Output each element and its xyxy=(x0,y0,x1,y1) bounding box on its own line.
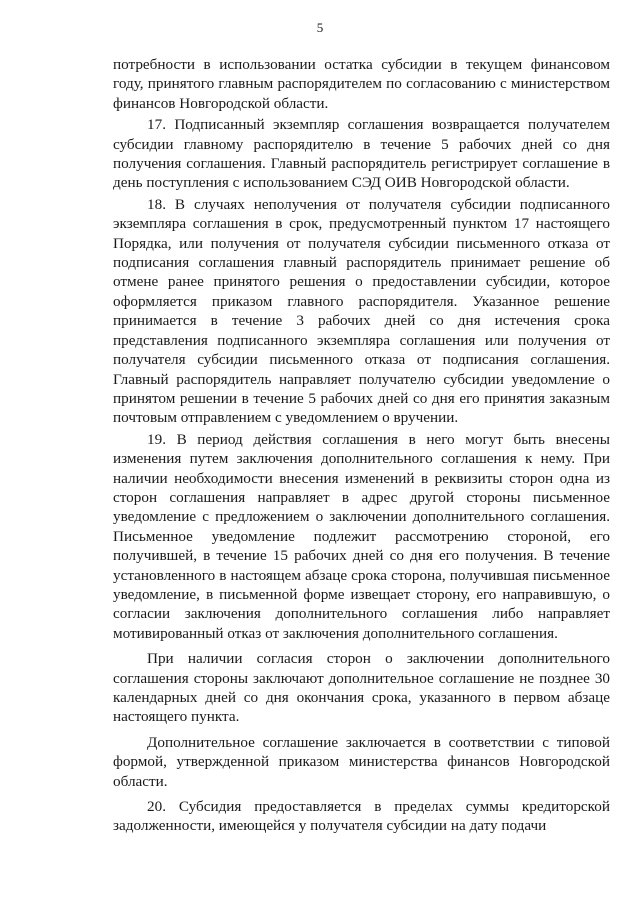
paragraph-item-20: 20. Субсидия предоставляется в пределах суммы кредиторской задолженности, имеющейся у получателя субсидии на дату подачи xyxy=(113,798,610,835)
paragraph-item-19-form: Дополнительное соглашение заключается в соответствии с типовой формой, утвержденной приказом министерства финансов Новгородской области. xyxy=(113,733,610,790)
paragraph-continuation: потребности в использовании остатка субсидии в текущем финансовом году, принятого главным распорядителем по согласованию с министерством финансов Новгородской области. xyxy=(113,56,610,112)
paragraph-item-19: 19. В период действия соглашения в него могут быть внесены изменения путем заключения дополнительного соглашения к нему. При наличии необходимости внесения изменений в реквизиты сторон одна из сторон соглашения направляет в адрес другой стороны письменное уведомление с предложением о заключении дополнительного соглашения. Письменное уведомление подлежит рассмотрению стороной, его получившей, в течение 15 рабочих дней со дня его получения. В течение установленного в настоящем абзаце срока сторона, получившая письменное уведомление, в письменной форме извещает сторону, его направившую, о согласии заключения дополнительного соглашения либо направляет мотивированный отказ от заключения дополнительного соглашения. xyxy=(113,430,610,642)
paragraph-item-19-agreement: При наличии согласия сторон о заключении дополнительного соглашения стороны заключают дополнительное соглашение не позднее 30 календарных дней со дня окончания срока, указанного в первом абзаце настоящего пункта. xyxy=(113,650,610,726)
document-body xyxy=(113,55,610,836)
paragraph-item-18: 18. В случаях неполучения от получателя субсидии подписанного экземпляра соглашения в срок, предусмотренный пунктом 17 настоящего Порядка, или получения от получателя субсидии письменного отказа от подписания соглашения главный распорядитель принимает решение об отмене ранее принятого решения о предоставлении субсидии, которое оформляется приказом главного распорядителя. Указанное решение принимается в течение 3 рабочих дней со дня истечения срока представления подписанного экземпляра соглашения или получения от получателя субсидии письменного отказа от подписания соглашения. Главный распорядитель направляет получателю субсидии уведомление о принятом решении в течение 5 рабочих дней со дня его принятия заказным почтовым отправлением с уведомлением о вручении. xyxy=(113,195,610,427)
page-number: 5 xyxy=(316,20,324,35)
paragraph-item-17: 17. Подписанный экземпляр соглашения возвращается получателем субсидии главному распорядителю в течение 5 рабочих дней со дня получения соглашения. Главный распорядитель регистрирует соглашение в день поступления с использованием СЭД ОИВ Новгородской области. xyxy=(113,116,610,192)
